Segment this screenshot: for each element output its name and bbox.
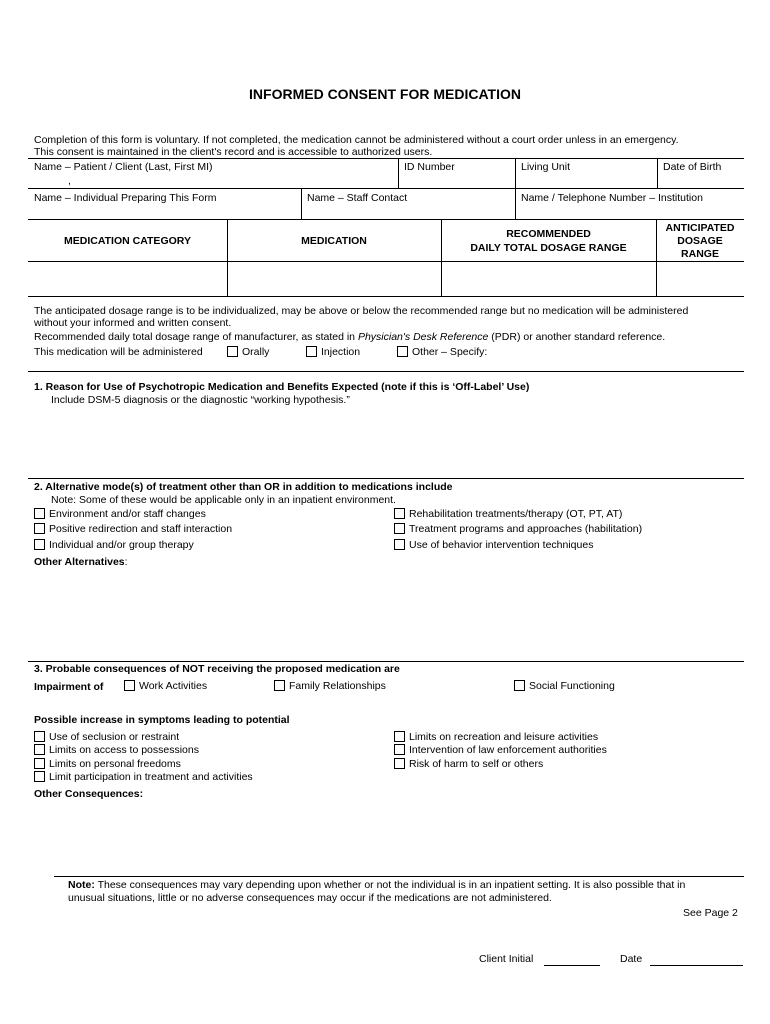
patient-name-field[interactable]: , [68, 175, 71, 187]
col-medication: MEDICATION [301, 235, 367, 247]
consequence-label: Limits on personal freedoms [49, 758, 181, 770]
impairment-option[interactable] [124, 680, 207, 692]
consequence-checkbox[interactable] [34, 731, 45, 742]
orally-checkbox[interactable] [227, 346, 238, 357]
alt-option[interactable] [394, 523, 642, 535]
injection-label: Injection [321, 346, 361, 358]
dosage-note-line-1: The anticipated dosage range is to be individualized, may be above or below the recommended range but no medication will be administered [34, 305, 689, 317]
injection-checkbox[interactable] [306, 346, 317, 357]
impairment-checkbox[interactable] [514, 680, 525, 691]
alt-label: Use of behavior intervention techniques [409, 539, 594, 551]
dosage-note-line-3 [34, 331, 665, 343]
client-initial-label: Client Initial [479, 953, 534, 965]
grid-line [301, 188, 302, 219]
other-alternatives-text: Other Alternatives [34, 556, 125, 568]
note-line-2: unusual situations, little or no adverse consequences may occur if the medications are not administered. [68, 892, 552, 904]
section2-heading: 2. Alternative mode(s) of treatment other than OR in addition to medications include [34, 481, 453, 493]
other-route-label: Other – Specify: [412, 346, 488, 358]
medication-cell[interactable] [228, 262, 440, 295]
grid-line [515, 158, 516, 219]
col-medication-category: MEDICATION CATEGORY [64, 235, 191, 247]
impairment-checkbox[interactable] [274, 680, 285, 691]
other-route-checkbox[interactable] [397, 346, 408, 357]
living-unit-label: Living Unit [521, 161, 571, 173]
alt-option[interactable] [394, 508, 622, 520]
grid-line [28, 188, 744, 189]
patient-name-label: Name – Patient / Client (Last, First MI) [34, 161, 213, 173]
other-consequences-area[interactable] [34, 804, 742, 874]
intro-line-1: Completion of this form is voluntary. If not completed, the medication cannot be administered without a court order unless in an emergency. [34, 134, 679, 146]
orally-option[interactable] [227, 346, 269, 358]
date-label: Date [620, 953, 643, 965]
see-page-2: See Page 2 [683, 907, 738, 919]
impairment-option[interactable] [514, 680, 615, 692]
grid-line [28, 158, 744, 159]
other-alternatives-colon: : [124, 556, 128, 568]
staff-contact-label: Name – Staff Contact [307, 192, 408, 204]
section3-heading: 3. Probable consequences of NOT receiving the proposed medication are [34, 663, 400, 675]
institution-label: Name / Telephone Number – Institution [521, 192, 703, 204]
consequence-option[interactable] [34, 771, 253, 783]
page-title: INFORMED CONSENT FOR MEDICATION [249, 86, 521, 102]
alt-checkbox[interactable] [394, 523, 405, 534]
alt-checkbox[interactable] [34, 508, 45, 519]
alt-option[interactable] [34, 539, 194, 551]
anticipated-dosage-cell[interactable] [657, 262, 743, 295]
alt-option[interactable] [34, 523, 232, 535]
grid-line [398, 158, 399, 188]
impairment-option[interactable] [274, 680, 386, 692]
alt-option[interactable] [34, 508, 206, 520]
increase-label: Possible increase in symptoms leading to potential [34, 714, 290, 726]
id-number-label: ID Number [404, 161, 455, 173]
col-anticipated-line2: DOSAGE [677, 235, 723, 247]
orally-label: Orally [242, 346, 270, 358]
alt-label: Individual and/or group therapy [49, 539, 194, 551]
consequence-option[interactable] [34, 731, 179, 743]
impairment-checkbox[interactable] [124, 680, 135, 691]
section-divider [54, 876, 744, 877]
note-text-1: These consequences may vary depending upon whether or not the individual is in an inpatient setting. It is also possible that in [94, 879, 686, 891]
col-anticipated-line1: ANTICIPATED [665, 222, 735, 234]
alt-label: Environment and/or staff changes [49, 508, 206, 520]
preparer-name-label: Name – Individual Preparing This Form [34, 192, 217, 204]
consequence-label: Limit participation in treatment and activities [49, 771, 253, 783]
alt-checkbox[interactable] [34, 523, 45, 534]
alt-checkbox[interactable] [394, 539, 405, 550]
medication-category-cell[interactable] [29, 262, 226, 295]
consequence-checkbox[interactable] [394, 731, 405, 742]
consequence-option[interactable] [394, 744, 607, 756]
other-alternatives-label [34, 556, 128, 568]
alt-label: Rehabilitation treatments/therapy (OT, PT, AT) [409, 508, 623, 520]
impairment-label: Impairment of [34, 681, 104, 693]
consequence-checkbox[interactable] [394, 758, 405, 769]
alt-label: Treatment programs and approaches (habilitation) [409, 523, 643, 535]
dosage-note-line-2: without your informed and written consent. [34, 317, 232, 329]
grid-line [28, 219, 744, 220]
grid-line [28, 296, 744, 297]
consequence-option[interactable] [34, 758, 181, 770]
consequence-label: Limits on recreation and leisure activities [409, 731, 599, 743]
consequence-label: Limits on access to possessions [49, 744, 199, 756]
section1-heading: 1. Reason for Use of Psychotropic Medication and Benefits Expected (note if this is ‘Off-Label’ Use) [34, 381, 530, 393]
other-route-option[interactable] [397, 346, 487, 358]
grid-line [657, 158, 658, 188]
consequence-label: Use of seclusion or restraint [49, 731, 180, 743]
date-of-birth-label: Date of Birth [663, 161, 722, 173]
impairment-option-label: Family Relationships [289, 680, 386, 692]
pdr-text-italic: Physician's Desk Reference [357, 331, 489, 343]
col-anticipated-line3: RANGE [681, 248, 719, 260]
recommended-dosage-cell[interactable] [442, 262, 655, 295]
alt-option[interactable] [394, 539, 593, 551]
section-divider [28, 371, 744, 372]
note-line-1 [68, 879, 685, 891]
col-recommended-line2: DAILY TOTAL DOSAGE RANGE [470, 242, 627, 254]
impairment-option-label: Social Functioning [529, 680, 615, 692]
consequence-option[interactable] [34, 744, 199, 756]
pdr-text-post: (PDR) or another standard reference. [488, 331, 666, 343]
other-alternatives-area[interactable] [34, 572, 742, 658]
other-consequences-label: Other Consequences: [34, 788, 144, 800]
section-divider [28, 661, 744, 662]
alt-checkbox[interactable] [394, 508, 405, 519]
alt-checkbox[interactable] [34, 539, 45, 550]
consequence-option[interactable] [394, 731, 598, 743]
section2-note: Note: Some of these would be applicable only in an inpatient environment. [51, 494, 396, 506]
intro-line-2: This consent is maintained in the client's record and is accessible to authorized users. [34, 146, 433, 158]
section-divider [28, 478, 744, 479]
administration-row [34, 346, 203, 358]
injection-option[interactable] [306, 346, 360, 358]
client-initial-field[interactable] [544, 965, 600, 966]
date-field[interactable] [650, 965, 743, 966]
note-label: Note: [68, 879, 95, 891]
consequence-label: Risk of harm to self or others [409, 758, 544, 770]
impairment-option-label: Work Activities [139, 680, 208, 692]
administration-label: This medication will be administered [34, 346, 203, 358]
consequence-checkbox[interactable] [34, 744, 45, 755]
col-recommended-line1: RECOMMENDED [506, 228, 591, 240]
pdr-text-pre: Recommended daily total dosage range of manufacturer, as stated in [34, 331, 358, 343]
section1-subtext: Include DSM-5 diagnosis or the diagnostic “working hypothesis.” [51, 394, 350, 406]
consequence-label: Intervention of law enforcement authorities [409, 744, 607, 756]
consequence-checkbox[interactable] [34, 771, 45, 782]
consequence-checkbox[interactable] [34, 758, 45, 769]
section1-response-area[interactable] [34, 410, 742, 476]
consequence-option[interactable] [394, 758, 543, 770]
alt-label: Positive redirection and staff interaction [49, 523, 233, 535]
consequence-checkbox[interactable] [394, 744, 405, 755]
